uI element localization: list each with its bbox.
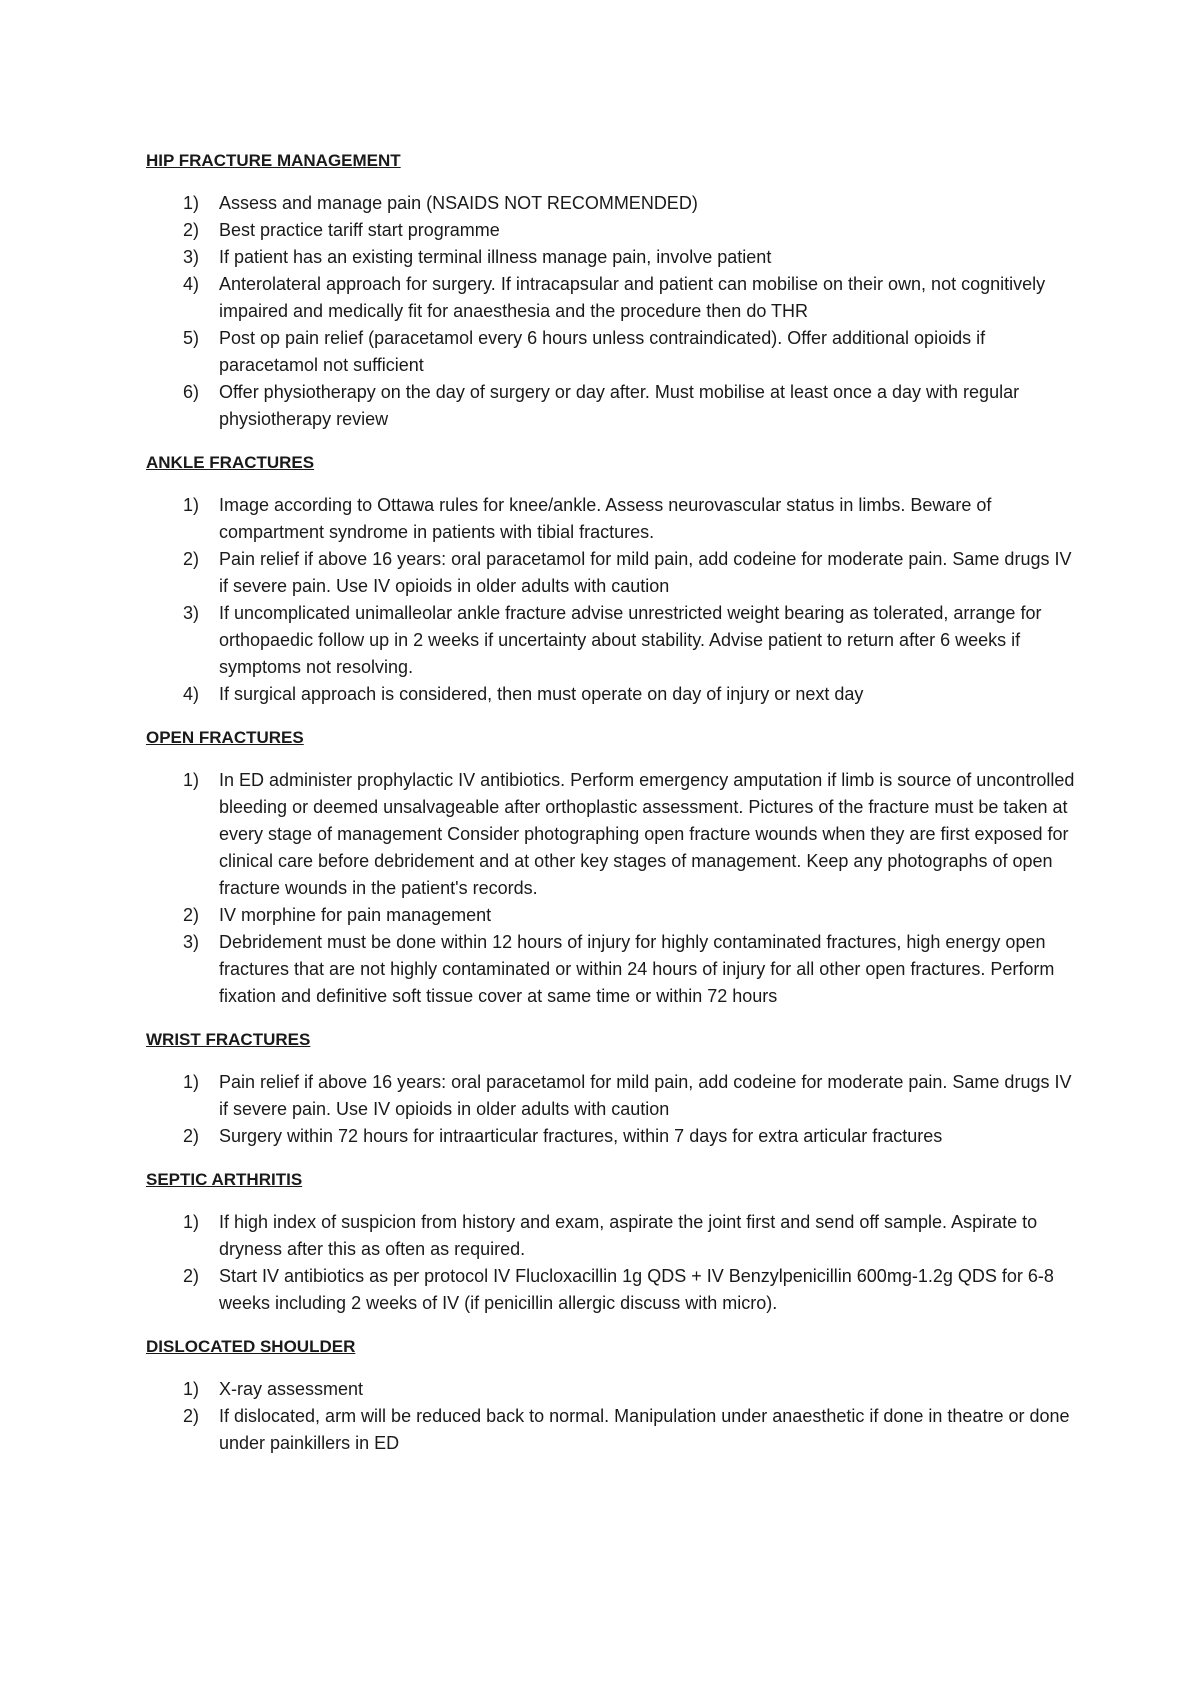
- list-item-number: 3): [183, 603, 200, 623]
- section: [146, 1166, 1076, 1317]
- list-item-number: 2): [183, 1126, 200, 1146]
- list-item: [146, 1209, 1076, 1263]
- list-item-number: 5): [183, 328, 200, 348]
- list-item: [146, 681, 1076, 708]
- list-item: [146, 600, 1076, 681]
- list-item-text: If uncomplicated unimalleolar ankle fracture advise unrestricted weight bearing as tolerated, arrange for orthopaedic follow up in 2 weeks if uncertainty about stability. Advise patient to return after 6 weeks if symptoms not resolving.: [219, 603, 1042, 677]
- list-item-text: Assess and manage pain (NSAIDS NOT RECOMMENDED): [219, 193, 698, 213]
- list-item-text: Best practice tariff start programme: [219, 220, 500, 240]
- list-item-text: Pain relief if above 16 years: oral paracetamol for mild pain, add codeine for moderate pain. Same drugs IV if severe pain. Use IV opioids in older adults with caution: [219, 549, 1072, 596]
- list-item: [146, 190, 1076, 217]
- list-item-text: Image according to Ottawa rules for knee/ankle. Assess neurovascular status in limbs. Beware of compartment syndrome in patients with tibial fractures.: [219, 495, 992, 542]
- list-item-number: 3): [183, 247, 200, 267]
- list-item-number: 1): [183, 193, 200, 213]
- section: [146, 1026, 1076, 1150]
- list-item-number: 2): [183, 905, 200, 925]
- section-heading: ANKLE FRACTURES: [146, 453, 315, 472]
- list-item-number: 1): [183, 1379, 200, 1399]
- list-item: [146, 546, 1076, 600]
- numbered-list: [146, 492, 1076, 708]
- list-item-text: Offer physiotherapy on the day of surgery or day after. Must mobilise at least once a day with regular physiotherapy review: [219, 382, 1020, 429]
- section-heading: SEPTIC ARTHRITIS: [146, 1170, 303, 1189]
- list-item: [146, 1069, 1076, 1123]
- list-item-text: X-ray assessment: [219, 1379, 364, 1399]
- list-item-text: Post op pain relief (paracetamol every 6 hours unless contraindicated). Offer additional opioids if paracetamol not sufficient: [219, 328, 986, 375]
- list-item-text: If patient has an existing terminal illness manage pain, involve patient: [219, 247, 772, 267]
- list-item: [146, 767, 1076, 902]
- section-heading: DISLOCATED SHOULDER: [146, 1337, 356, 1356]
- list-item-number: 1): [183, 495, 200, 515]
- section-heading: HIP FRACTURE MANAGEMENT: [146, 151, 401, 170]
- numbered-list: [146, 190, 1076, 433]
- section-heading: OPEN FRACTURES: [146, 728, 304, 747]
- list-item: [146, 244, 1076, 271]
- list-item-text: IV morphine for pain management: [219, 905, 492, 925]
- numbered-list: [146, 767, 1076, 1010]
- list-item-text: Pain relief if above 16 years: oral paracetamol for mild pain, add codeine for moderate pain. Same drugs IV if severe pain. Use IV opioids in older adults with caution: [219, 1072, 1072, 1119]
- list-item-text: Surgery within 72 hours for intraarticular fractures, within 7 days for extra articular fractures: [219, 1126, 943, 1146]
- list-item-text: In ED administer prophylactic IV antibiotics. Perform emergency amputation if limb is source of uncontrolled bleeding or deemed unsalvageable after orthoplastic assessment. Pictures of the fracture must be taken at every stage of management Consider photographing open fracture wounds when they are first exposed for clinical care before debridement and at other key stages of management. Keep any photographs of open fracture wounds in the patient's records.: [219, 770, 1075, 898]
- list-item-number: 4): [183, 274, 200, 294]
- list-item-number: 2): [183, 220, 200, 240]
- list-item-number: 2): [183, 549, 200, 569]
- list-item: [146, 929, 1076, 1010]
- numbered-list: [146, 1209, 1076, 1317]
- list-item: [146, 492, 1076, 546]
- list-item-text: Start IV antibiotics as per protocol IV Flucloxacillin 1g QDS + IV Benzylpenicillin 600mg-1.2g QDS for 6-8 weeks including 2 weeks of IV (if penicillin allergic discuss with micro).: [219, 1266, 1054, 1313]
- list-item: [146, 902, 1076, 929]
- list-item-text: If dislocated, arm will be reduced back to normal. Manipulation under anaesthetic if done in theatre or done under painkillers in ED: [219, 1406, 1070, 1453]
- list-item: [146, 217, 1076, 244]
- list-item: [146, 1403, 1076, 1457]
- list-item: [146, 1263, 1076, 1317]
- list-item-number: 4): [183, 684, 200, 704]
- list-item-number: 6): [183, 382, 200, 402]
- section: [146, 147, 1076, 433]
- list-item: [146, 1123, 1076, 1150]
- numbered-list: [146, 1376, 1076, 1457]
- section-heading: WRIST FRACTURES: [146, 1030, 311, 1049]
- list-item-number: 3): [183, 932, 200, 952]
- list-item-number: 2): [183, 1406, 200, 1426]
- list-item: [146, 325, 1076, 379]
- list-item-number: 2): [183, 1266, 200, 1286]
- list-item-number: 1): [183, 770, 200, 790]
- list-item-text: Anterolateral approach for surgery. If intracapsular and patient can mobilise on their own, not cognitively impaired and medically fit for anaesthesia and the procedure then do THR: [219, 274, 1046, 321]
- list-item: [146, 271, 1076, 325]
- document-body: [146, 147, 1076, 1473]
- list-item-number: 1): [183, 1072, 200, 1092]
- list-item: [146, 379, 1076, 433]
- list-item-text: Debridement must be done within 12 hours of injury for highly contaminated fractures, high energy open fractures that are not highly contaminated or within 24 hours of injury for all other open fractures. Perform fixation and definitive soft tissue cover at same time or within 72 hours: [219, 932, 1055, 1006]
- list-item-text: If high index of suspicion from history and exam, aspirate the joint first and send off sample. Aspirate to dryness after this as often as required.: [219, 1212, 1038, 1259]
- numbered-list: [146, 1069, 1076, 1150]
- list-item: [146, 1376, 1076, 1403]
- section: [146, 1333, 1076, 1457]
- list-item-text: If surgical approach is considered, then must operate on day of injury or next day: [219, 684, 864, 704]
- list-item-number: 1): [183, 1212, 200, 1232]
- section: [146, 449, 1076, 708]
- section: [146, 724, 1076, 1010]
